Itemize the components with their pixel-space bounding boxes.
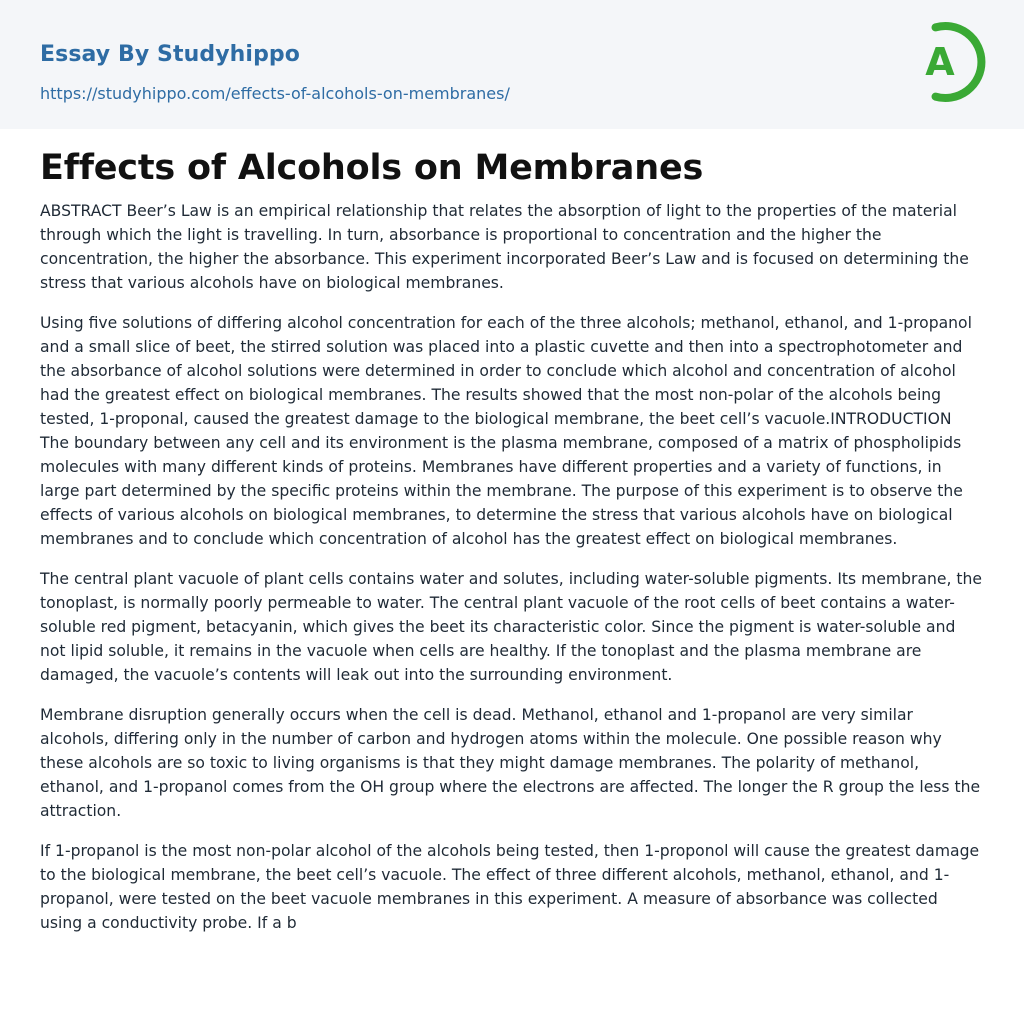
article-paragraph: If 1-propanol is the most non-polar alcohol of the alcohols being tested, then 1-proponol will cause the greatest damage to the biological membrane, the beet cell’s vacuole. The effect of three different alcohols, methanol, ethanol, and 1-propanol, were tested on the beet vacuole membranes in this experiment. A measure of absorbance was collected using a conductivity probe. If a b — [40, 842, 980, 932]
logo-letter: A — [925, 40, 955, 84]
article-paragraph: Membrane disruption generally occurs when the cell is dead. Methanol, ethanol and 1-propanol are very similar alcohols, differing only in the number of carbon and hydrogen atoms within the molecule. One possible reason why these alcohols are so toxic to living organisms is that they might damage membranes. The polarity of methanol, ethanol, and 1-propanol comes from the OH group where the electrons are affected. The longer the R group the less the attraction. — [40, 706, 981, 820]
article-paragraph: The central plant vacuole of plant cells contains water and solutes, including water-soluble pigments. Its membrane, the tonoplast, is normally poorly permeable to water. The central plant vacuole of the root cells of beet contains a water-soluble red pigment, betacyanin, which gives the beet its characteristic color. Since the pigment is water-soluble and not lipid soluble, it remains in the vacuole when cells are healthy. If the tonoplast and the plasma membrane are damaged, the vacuole’s contents will leak out into the surrounding environment. — [40, 570, 982, 684]
brand-title[interactable]: Essay By Studyhippo — [40, 42, 300, 67]
source-url-link[interactable]: https://studyhippo.com/effects-of-alcohols-on-membranes/ — [40, 84, 510, 103]
studyhippo-logo-icon[interactable] — [912, 18, 986, 106]
site-header — [0, 0, 1024, 129]
article — [0, 129, 1024, 935]
page-title: Effects of Alcohols on Membranes — [40, 148, 704, 188]
article-paragraph: ABSTRACT Beer’s Law is an empirical relationship that relates the absorption of light to the properties of the material through which the light is travelling. In turn, absorbance is proportional to concentration and the higher the concentration, the higher the absorbance. This experiment incorporated Beer’s Law and is focused on determining the stress that various alcohols have on biological membranes. — [40, 202, 969, 292]
article-paragraph: Using five solutions of differing alcohol concentration for each of the three alcohols; methanol, ethanol, and 1-propanol and a small slice of beet, the stirred solution was placed into a plastic cuvette and then into a spectrophotometer and the absorbance of alcohol solutions were determined in order to conclude which alcohol and concentration of alcohol had the greatest effect on biological membranes. The results showed that the most non-polar of the alcohols being tested, 1-proponal, caused the greatest damage to the biological membrane, the beet cell’s vacuole.INTRODUCTION The boundary between any cell and its environment is the plasma membrane, composed of a matrix of phospholipids molecules with many different kinds of proteins. Membranes have different properties and a variety of functions, in large part determined by the specific proteins within the membrane. The purpose of this experiment is to observe the effects of various alcohols on biological membranes, to determine the stress that various alcohols have on biological membranes and to conclude which concentration of alcohol has the greatest effect on biological membranes. — [40, 314, 972, 548]
